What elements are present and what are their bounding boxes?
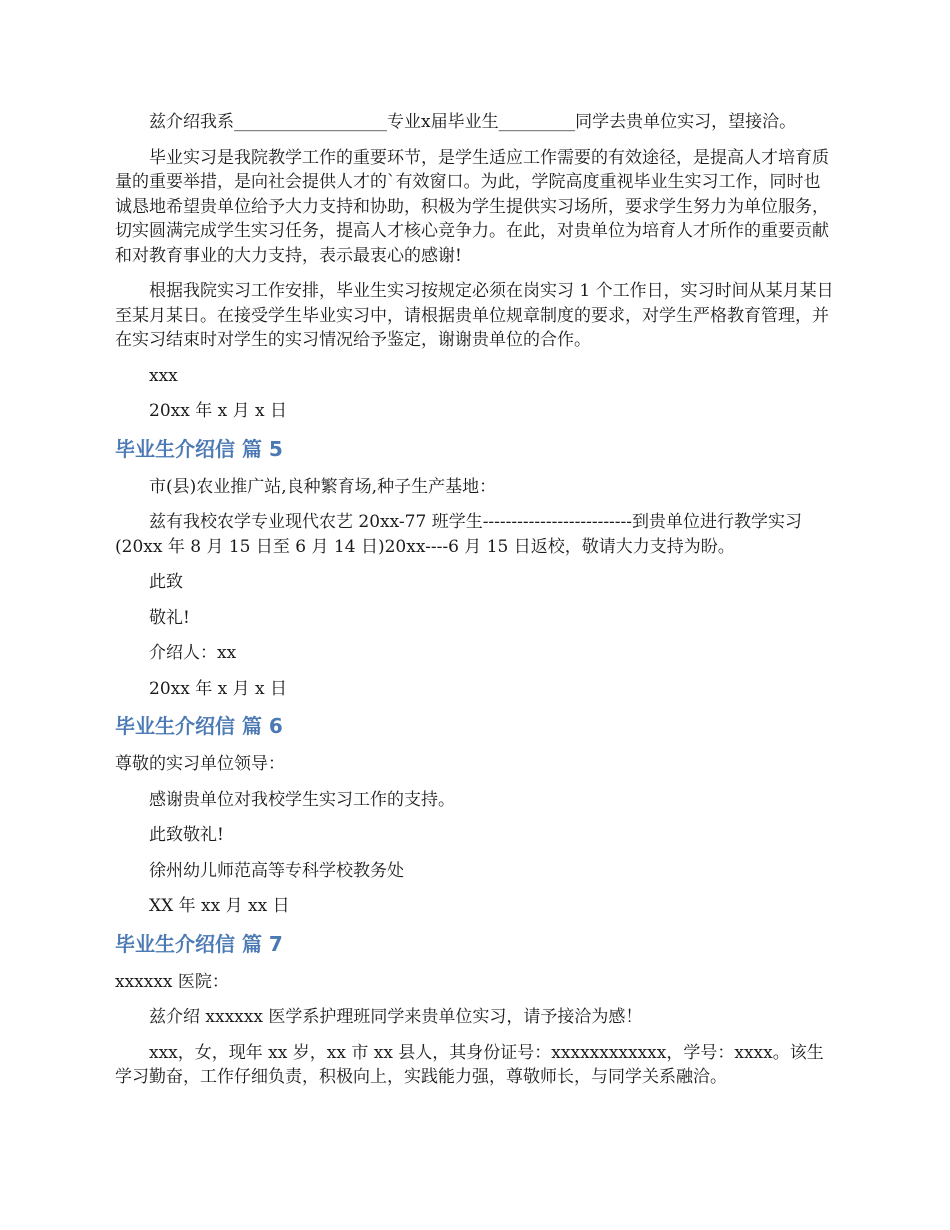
- salutation: 市(县)农业推广站,良种繁育场,种子生产基地：: [149, 476, 497, 497]
- letter-paragraph: 毕业实习是我院教学工作的重要环节，是学生适应工作需要的有效途径，是提高人才培育质量的重要举措，是向社会提供人才的`有效窗口。为此，学院高度重视毕业生实习工作，同时也诚恳地希望贵单位给予大力支持和协助，积极为学生提供实习场所，要求学生努力为单位服务，切实圆满完成学生实习任务，提高人才核心竞争力。在此，对贵单位为培育人才所作的重要贡献和对教育事业的大力支持，表示最衷心的感谢!: [115, 147, 829, 266]
- letter-paragraph: 根据我院实习工作安排，毕业生实习按规定必须在岗实习 1 个工作日，实习时间从某月某日至某月某日。在接受学生毕业实习中，请根据贵单位规章制度的要求，对学生严格教育管理，并在实习结束时对学生的实习情况给予鉴定，谢谢贵单位的合作。: [115, 281, 834, 350]
- letter-paragraph: 兹介绍我系__________________专业x届毕业生_________同学去贵单位实习，望接洽。: [149, 112, 797, 132]
- salutation: 尊敬的实习单位领导：: [115, 754, 285, 774]
- letter-paragraph: xxx，女，现年 xx 岁，xx 市 xx 县人，其身份证号：xxxxxxxxxxxx，学号：xxxx。该生学习勤奋，工作仔细负责，积极向上，实践能力强，尊敬师长，与同学关系融洽。: [115, 1042, 824, 1087]
- closing-line: 敬礼!: [149, 607, 190, 628]
- letter-date: 20xx 年 x 月 x 日: [149, 401, 288, 421]
- section-heading: 毕业生介绍信 篇 6: [115, 714, 283, 738]
- closing-line: 此致: [149, 572, 183, 592]
- section-heading: 毕业生介绍信 篇 7: [115, 931, 283, 956]
- letter-paragraph: 兹介绍 xxxxxx 医学系护理班同学来贵单位实习，请予接洽为感！: [149, 1007, 643, 1027]
- letter-date: XX 年 xx 月 xx 日: [149, 896, 290, 916]
- salutation: xxxxxx 医院：: [115, 971, 229, 992]
- closing-line: 此致敬礼!: [149, 825, 224, 845]
- letter-date: 20xx 年 x 月 x 日: [149, 678, 288, 699]
- signature: xxx: [149, 365, 178, 386]
- introducer: 介绍人：xx: [149, 643, 237, 663]
- section-heading: 毕业生介绍信 篇 5: [115, 436, 283, 461]
- letter-paragraph: 兹有我校农学专业现代农艺 20xx-77 班学生--------------------------到贵单位进行教学实习(20xx 年 8 月 15 日至 6 月 14 日)20xx----6 月 15 日返校，敬请大力支持为盼。: [115, 512, 803, 557]
- organization: 徐州幼儿师范高等专科学校教务处: [149, 860, 404, 881]
- letter-paragraph: 感谢贵单位对我校学生实习工作的支持。: [149, 789, 455, 810]
